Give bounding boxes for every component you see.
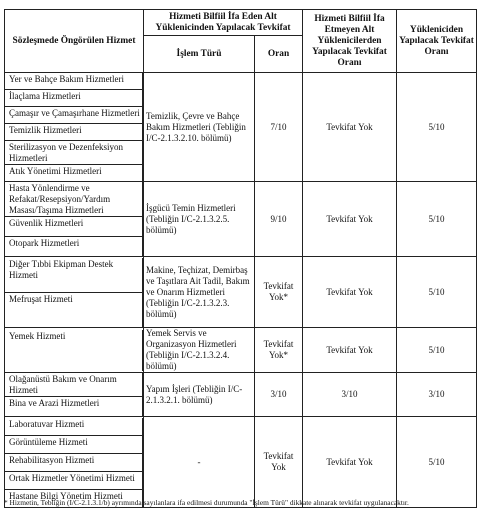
non-performing-rate-cell: Tevkifat Yok	[303, 328, 397, 373]
header-operation-type: İşlem Türü	[144, 36, 255, 73]
service-item: Otopark Hizmetleri	[4, 236, 143, 256]
table-row	[5, 328, 477, 373]
operation-type-cell: İşgücü Temin Hizmetleri (Tebliğin I/C-2.1.3.2.5. bölümü)	[144, 182, 255, 257]
service-item: Sterilizasyon ve Dezenfeksiyon Hizmetleri	[4, 140, 143, 165]
operation-type-cell: -	[144, 417, 255, 508]
non-performing-rate-cell: 3/10	[303, 373, 397, 417]
service-item: Diğer Tıbbi Ekipman Destek Hizmeti	[4, 258, 143, 293]
contractor-rate-cell: 5/10	[397, 328, 477, 373]
table-row	[5, 73, 477, 182]
service-item: Yer ve Bahçe Bakım Hizmetleri	[4, 73, 143, 90]
header-non-performing: Hizmeti Bilfiil İfa Etmeyen Alt Yüklenicilerden Yapılacak Tevkifat Oranı	[303, 10, 397, 73]
header-rate: Oran	[255, 36, 303, 73]
non-performing-rate-cell: Tevkifat Yok	[303, 182, 397, 257]
footnote: * Hizmetin, Tebliğin (I/C-2.1.3.1/b) ayrımında sayılanlara ifa edilmesi durumunda "İşlem Türü" dikkate alınarak tevkifat uygulanacaktır.	[4, 498, 409, 507]
contractor-rate-cell: 5/10	[397, 417, 477, 508]
service-item: Olağanüstü Bakım ve Onarım Hizmeti	[4, 373, 143, 397]
service-list-cell	[5, 328, 144, 373]
table-row	[5, 373, 477, 417]
contractor-rate-cell: 5/10	[397, 257, 477, 328]
service-item: Temizlik Hizmetleri	[4, 123, 143, 141]
rate-cell: 7/10	[255, 73, 303, 182]
contractor-rate-cell: 3/10	[397, 373, 477, 417]
service-item: Ortak Hizmetler Yönetimi Hizmeti	[4, 471, 143, 490]
operation-type-cell: Yemek Servis ve Organizasyon Hizmetleri (Tebliğin I/C-2.1.3.2.4. bölümü)	[144, 328, 255, 373]
rate-cell: 9/10	[255, 182, 303, 257]
rate-cell: Tevkifat Yok*	[255, 257, 303, 328]
contractor-rate-cell: 5/10	[397, 182, 477, 257]
service-item: Hasta Yönlendirme ve Refakat/Resepsiyon/Yardım Masası/Taşıma Hizmetleri	[4, 182, 143, 217]
service-item: Görüntüleme Hizmeti	[4, 435, 143, 454]
service-list-cell	[5, 417, 144, 508]
service-item: Laboratuvar Hizmeti	[4, 418, 143, 436]
table-body	[5, 73, 477, 508]
service-list-cell	[5, 182, 144, 257]
non-performing-rate-cell: Tevkifat Yok	[303, 73, 397, 182]
service-item: Çamaşır ve Çamaşırhane Hizmetleri	[4, 106, 143, 124]
service-list-cell	[5, 73, 144, 182]
service-item: Güvenlik Hizmetleri	[4, 216, 143, 237]
service-item: Bina ve Arazi Hizmetleri	[4, 396, 143, 416]
service-list-cell	[5, 257, 144, 328]
contractor-rate-cell: 5/10	[397, 73, 477, 182]
rate-cell: Tevkifat Yok*	[255, 328, 303, 373]
header-subcontracted-group: Hizmeti Bilfiil İfa Eden Alt Yüklenicinden Yapılacak Tevkifat	[144, 10, 303, 36]
table-row	[5, 182, 477, 257]
header-service: Sözleşmede Öngörülen Hizmet	[5, 10, 144, 73]
non-performing-rate-cell: Tevkifat Yok	[303, 257, 397, 328]
service-item: İlaçlama Hizmetleri	[4, 89, 143, 107]
service-list-cell	[5, 373, 144, 417]
operation-type-cell: Temizlik, Çevre ve Bahçe Bakım Hizmetleri (Tebliğin I/C-2.1.3.2.10. bölümü)	[144, 73, 255, 182]
withholding-table	[4, 9, 477, 508]
service-item: Mefruşat Hizmeti	[4, 292, 143, 327]
service-item: Atık Yönetimi Hizmetleri	[4, 164, 143, 181]
service-item: Yemek Hizmeti	[4, 330, 143, 371]
operation-type-cell: Makine, Teçhizat, Demirbaş ve Taşıtlara Ait Tadil, Bakım ve Onarım Hizmetleri (Tebliğin I/C-2.1.3.2.3. bölümü)	[144, 257, 255, 328]
service-item: Rehabilitasyon Hizmeti	[4, 453, 143, 472]
rate-cell: Tevkifat Yok	[255, 417, 303, 508]
table-row	[5, 257, 477, 328]
service-item: Hastane Bilgi Yönetim Hizmeti	[4, 489, 143, 507]
operation-type-cell: Yapım İşleri (Tebliğin I/C-2.1.3.2.1. bölümü)	[144, 373, 255, 417]
rate-cell: 3/10	[255, 373, 303, 417]
non-performing-rate-cell: Tevkifat Yok	[303, 417, 397, 508]
table-row	[5, 417, 477, 508]
header-contractor: Yükleniciden Yapılacak Tevkifat Oranı	[397, 10, 477, 73]
